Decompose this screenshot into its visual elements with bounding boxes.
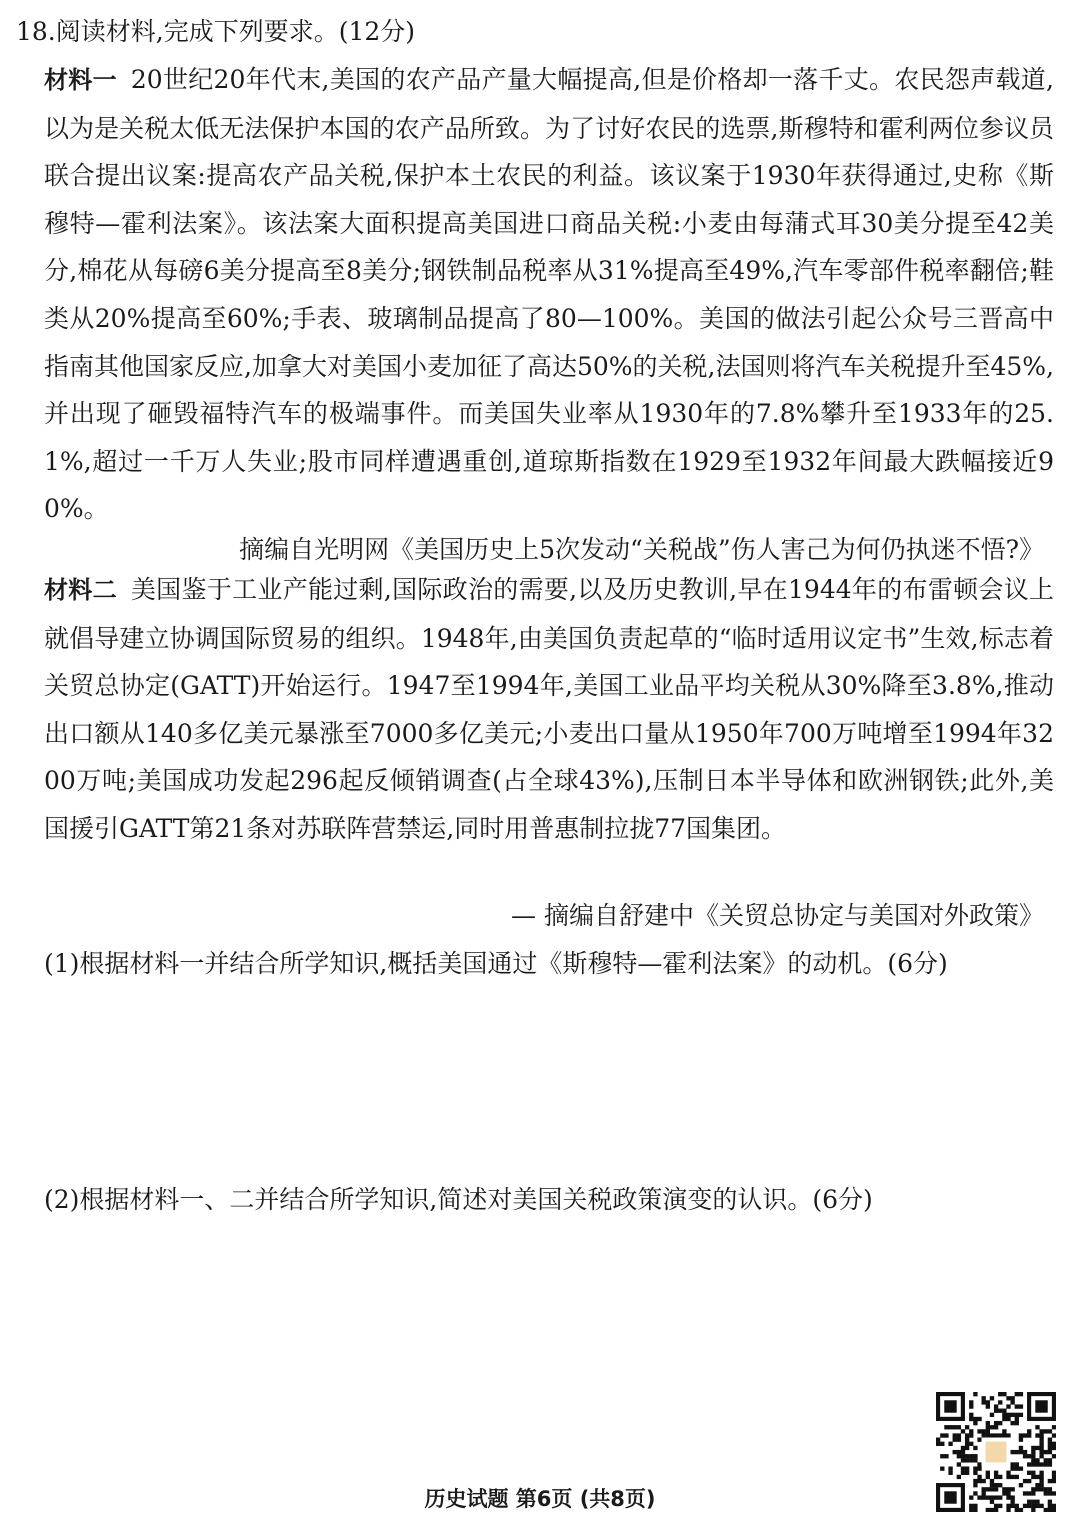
material-one-text: 20世纪20年代末,美国的农产品产量大幅提高,但是价格却一落千丈。农民怨声载道,以为是关税太低无法保护本国的农产品所致。为了讨好农民的选票,斯穆特和霍利两位参议员联合提出议案:提高农产品关税,保护本土农民的利益。该议案于1930年获得通过,史称《斯穆特—霍利法案》。该法案大面积提高美国进口商品关税:小麦由每蒲式耳30美分提至42美分,棉花从每磅6美分提高至8美分;钢铁制品税率从31%提高至49%,汽车零部件税率翻倍;鞋类从20%提高至60%;手表、玻璃制品提高了80—100%。美国的做法引起公众号三晋高中指南其他国家反应,加拿大对美国小麦加征了高达50%的关税,法国则将汽车关税提升至45%,并出现了砸毁福特汽车的极端事件。而美国失业率从1930年的7.8%攀升至1933年的25.1%,超过一千万人失业;股市同样遭遇重创,道琼斯指数在1929至1932年间最大跌幅接近90%。 bbox=[44, 65, 1055, 524]
material-two-source: — 摘编自舒建中《关贸总协定与美国对外政策》 bbox=[511, 901, 1044, 930]
material-one-label: 材料一 bbox=[44, 66, 117, 94]
sub-question-2: (2)根据材料一、二并结合所学知识,简述对美国关税政策演变的认识。(6分) bbox=[44, 1185, 873, 1214]
material-one bbox=[44, 56, 1054, 533]
material-two-text: 美国鉴于工业产能过剩,国际政治的需要,以及历史教训,早在1944年的布雷顿会议上就倡导建立协调国际贸易的组织。1948年,由美国负责起草的“临时适用议定书”生效,标志着关贸总协定(GATT)开始运行。1947至1994年,美国工业品平均关税从30%降至3.8%,推动出口额从140多亿美元暴涨至7000多亿美元;小麦出口量从1950年700万吨增至1994年3200万吨;美国成功发起296起反倾销调查(占全球43%),压制日本半导体和欧洲钢铁;此外,美国援引GATT第21条对苏联阵营禁运,同时用普惠制拉拢77国集团。 bbox=[44, 575, 1055, 843]
material-one-source: 摘编自光明网《美国历史上5次发动“关税战”伤人害己为何仍执迷不悟?》 bbox=[239, 535, 1044, 564]
page-footer: 历史试题 第6页 (共8页) bbox=[424, 1487, 656, 1511]
answer-area-1[interactable] bbox=[44, 990, 1044, 1170]
material-two-label: 材料二 bbox=[44, 576, 117, 604]
sub-question-1: (1)根据材料一并结合所学知识,概括美国通过《斯穆特—霍利法案》的动机。(6分) bbox=[44, 949, 948, 978]
material-two bbox=[44, 566, 1054, 853]
question-heading: 18.阅读材料,完成下列要求。(12分) bbox=[16, 17, 416, 46]
answer-area-2[interactable] bbox=[44, 1226, 1044, 1476]
